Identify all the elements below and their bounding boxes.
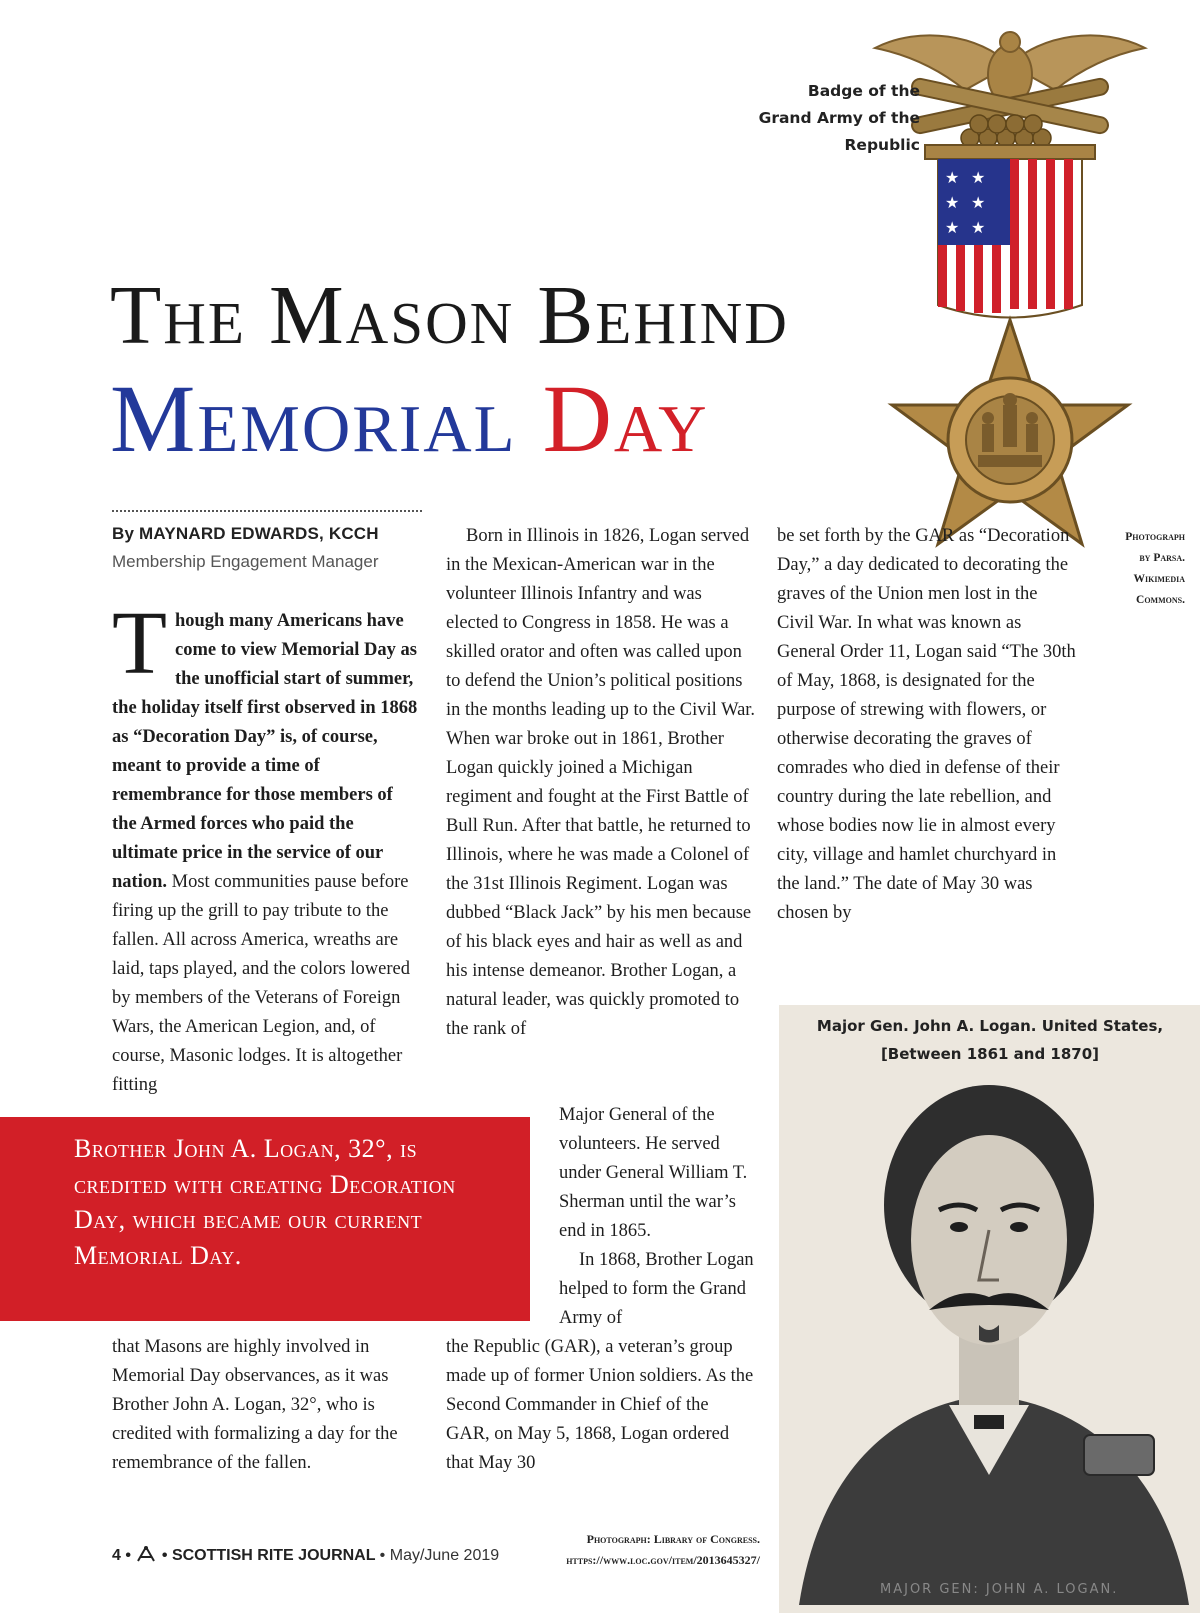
drop-cap: T [112,594,167,693]
svg-text:★: ★ [945,218,960,237]
body-paragraph: Born in Illinois in 1826, Logan served in the Mexican-American war in the volunteer Illinois Infantry and was elected to Congress in 1858. He was a skilled orator and often was called upon to defend the Union’s political positions in the months leading up to the Civil War. When war broke out in 1861, Brother Logan quickly joined a Michigan regiment and fought at the First Battle of Bull Run. After that battle, he returned to Illinois, where he was made a Colonel of the 31st Illinois Regiment. Logan was dubbed “Black Jack” by his men because of his black eyes and hair as well as and his intense demeanor. Brother Logan, a natural leader, was quickly promoted to the rank of [446,526,756,1039]
credit-line: by Parsa. [1139,552,1185,564]
byline-role: Membership Engagement Manager [112,552,379,571]
logan-portrait [779,1005,1200,1613]
byline-author: By MAYNARD EDWARDS, KCCH [112,524,379,543]
portrait-caption [800,1012,1180,1068]
svg-text:★: ★ [971,218,986,237]
svg-text:★: ★ [945,193,960,212]
issue-date: May/June 2019 [389,1547,500,1564]
title-word-day: Day [542,365,709,472]
badge-caption [700,78,920,159]
pull-quote: Brother John A. Logan, 32°, is credited with creating Decoration Day, which became our current Memorial Day. [74,1134,456,1270]
page-footer [112,1546,499,1565]
body-paragraph: In 1868, Brother Logan helped to form the Grand Army of [559,1250,754,1328]
lead-paragraph: hough many Americans have come to view Memorial Day as the unofficial start of summer, the holiday itself first observed in 1868 as “Decoration Day” is, of course, meant to provide a time of remembrance for those members of the Armed forces who paid the ultimate price in the service of our nation. [112,611,418,892]
byline-divider [112,510,422,512]
badge-caption-line: Republic [844,136,920,154]
body-paragraph: that Masons are highly involved in Memorial Day observances, as it was Brother John A. Logan, 32°, who is credited with formalizing a day for the remembrance of the fallen. [112,1337,398,1473]
svg-text:★: ★ [971,168,986,187]
body-paragraph: Major General of the volunteers. He served under General William T. Sherman until the war’s end in 1865. [559,1105,748,1241]
credit-line: Photograph: Library of Congress. [586,1532,760,1546]
article-column-2 [446,522,756,1044]
badge-caption-line: Badge of the [807,82,920,100]
credit-line: Wikimedia [1133,573,1185,585]
caption-line: [Between 1861 and 1870] [880,1045,1100,1063]
article-column-1 [112,594,422,1100]
body-paragraph: the Republic (GAR), a veteran’s group made up of former Union soldiers. As the Second Commander in Chief of the GAR, on May 5, 1868, Logan ordered that May 30 [446,1337,754,1473]
article-column-3 [777,522,1077,928]
bullet: • [379,1547,386,1564]
page-title-line2 [110,366,709,472]
credit-line: Photograph [1125,531,1185,543]
svg-text:★: ★ [971,193,986,212]
bullet: • [161,1547,168,1564]
svg-text:★: ★ [945,168,960,187]
title-word-memorial: Memorial [110,365,517,472]
badge-caption-line: Grand Army of the [758,109,920,127]
article-column-2-bottom [446,1333,756,1478]
credit-link[interactable]: https://www.loc.gov/item/2013645327/ [566,1553,760,1567]
masonic-compass-icon [135,1546,157,1562]
portrait-engraving [779,1005,1200,1613]
article-column-2-narrow [559,1101,759,1333]
body-text: Most communities pause before firing up the grill to pay tribute to the fallen. All across America, wreaths are laid, taps played, and the colors lowered by members of the Veterans of Foreign Wars, the American Legion, and, of course, Masonic lodges. It is altogether fitting [112,872,410,1095]
caption-line: Major Gen. John A. Logan. United States, [816,1017,1164,1035]
bullet: • [125,1547,131,1564]
badge-photo-credit [1085,527,1185,611]
portrait-engraved-label: MAJOR GEN: JOHN A. LOGAN. [880,1582,1119,1597]
article-column-1-bottom [112,1333,422,1478]
body-paragraph: be set forth by the GAR as “Decoration Day,” a day dedicated to decorating the graves of the Union men lost in the Civil War. In what was known as General Order 11, Logan said “The 30th of May, 1868, is designated for the purpose of strewing with flowers, or otherwise decorating the graves of comrades who died in defense of their country during the late rebellion, and whose bodies now lie in almost every city, village and hamlet churchyard in the land.” The date of May 30 was chosen by [777,526,1076,923]
publication-name: SCOTTISH RITE JOURNAL [171,1547,376,1564]
page-title-line1: The Mason Behind [110,269,789,362]
credit-line: Commons. [1136,594,1185,606]
page-number: 4 [112,1547,121,1564]
